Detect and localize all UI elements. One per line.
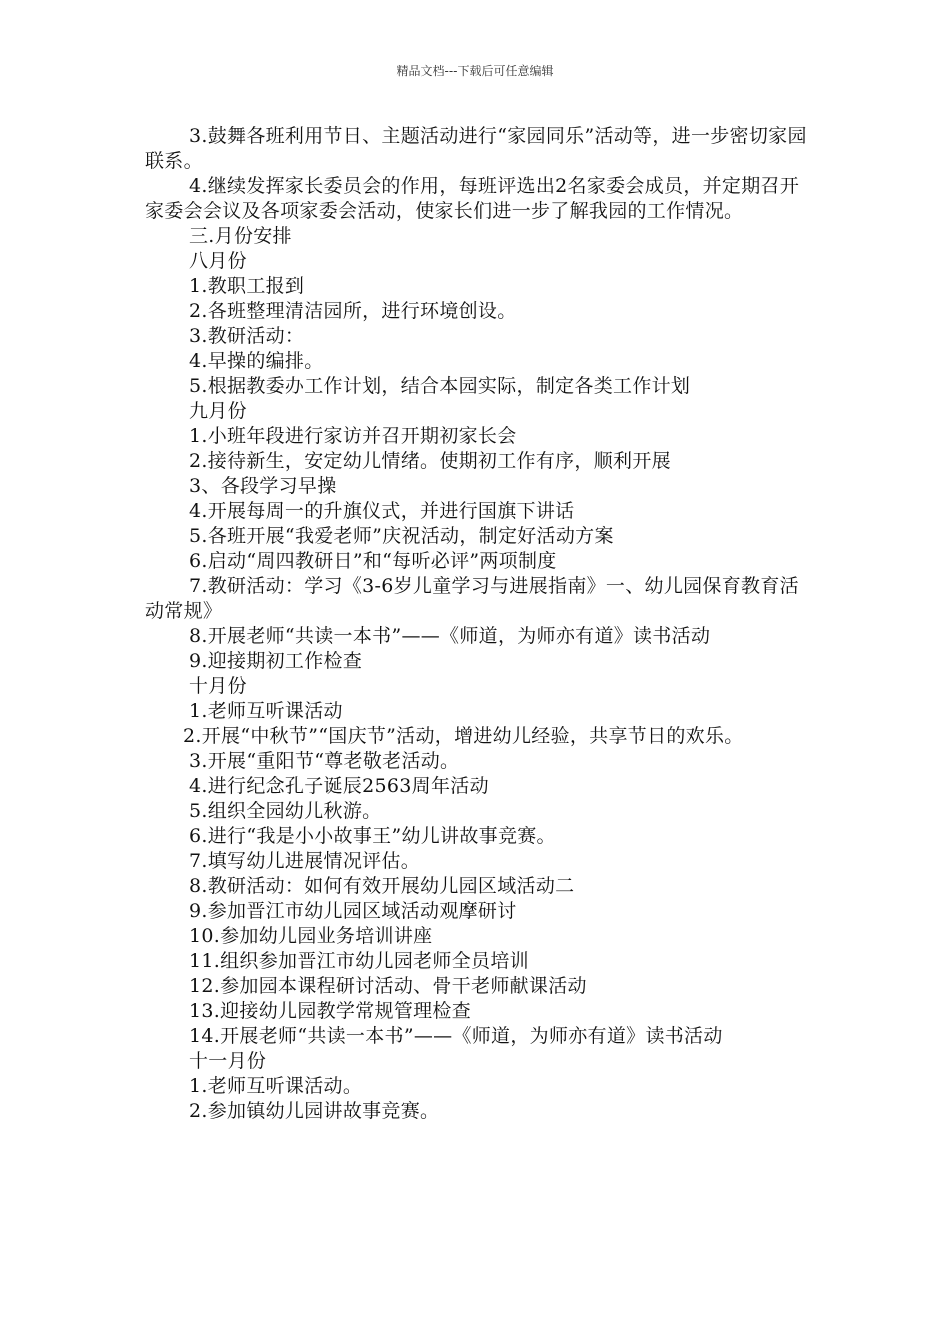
- paragraph: 九月份: [189, 400, 247, 422]
- paragraph: 5.各班开展“我爱老师”庆祝活动，制定好活动方案: [189, 525, 614, 547]
- paragraph: 1.教职工报到: [189, 275, 305, 297]
- paragraph: 三.月份安排: [189, 225, 292, 247]
- paragraph: 7.教研活动：学习《3-6岁儿童学习与进展指南》一、幼儿园保育教育活动常规》: [145, 575, 799, 622]
- paragraph: 3、各段学习早操: [189, 475, 337, 497]
- paragraph: 3.教研活动：: [189, 325, 305, 347]
- paragraph: 十一月份: [189, 1050, 267, 1072]
- document-body: [145, 124, 810, 1124]
- paragraph: 1.老师互听课活动: [189, 700, 343, 722]
- paragraph: 3.开展“重阳节“尊老敬老活动。: [189, 750, 460, 772]
- paragraph: 2.参加镇幼儿园讲故事竞赛。: [189, 1100, 440, 1122]
- paragraph: 9.参加晋江市幼儿园区域活动观摩研讨: [189, 900, 517, 922]
- paragraph: 1.老师互听课活动。: [189, 1075, 363, 1097]
- paragraph: 1.小班年段进行家访并召开期初家长会: [189, 425, 517, 447]
- paragraph: 9.迎接期初工作检查: [189, 650, 363, 672]
- paragraph: 7.填写幼儿进展情况评估。: [189, 850, 421, 872]
- paragraph: 14.开展老师“共读一本书”——《师道，为师亦有道》读书活动: [189, 1025, 723, 1047]
- paragraph: 5.根据教委办工作计划，结合本园实际，制定各类工作计划: [189, 375, 691, 397]
- paragraph: 2.接待新生，安定幼儿情绪。使期初工作有序，顺利开展: [189, 450, 671, 472]
- paragraph: 4.开展每周一的升旗仪式，并进行国旗下讲话: [189, 500, 575, 522]
- paragraph: 4.早操的编排。: [189, 350, 324, 372]
- paragraph: 十月份: [189, 675, 247, 697]
- paragraph: 2.开展“中秋节”“国庆节”活动，增进幼儿经验，共享节日的欢乐。: [183, 725, 744, 747]
- page-header: 精品文档---下载后可任意编辑: [396, 64, 554, 78]
- paragraph: 13.迎接幼儿园教学常规管理检查: [189, 1000, 472, 1022]
- paragraph: 4.进行纪念孔子诞辰2563周年活动: [189, 775, 489, 797]
- paragraph: 10.参加幼儿园业务培训讲座: [189, 925, 433, 947]
- paragraph: 6.进行“我是小小故事王”幼儿讲故事竞赛。: [189, 825, 556, 847]
- paragraph: 6.启动“周四教研日”和“每听必评”两项制度: [189, 550, 557, 572]
- paragraph: 8.开展老师“共读一本书”——《师道，为师亦有道》读书活动: [189, 625, 711, 647]
- paragraph: 4.继续发挥家长委员会的作用，每班评选出2名家委会成员，并定期召开家委会会议及各项家委会活动，使家长们进一步了解我园的工作情况。: [145, 175, 800, 222]
- paragraph: 八月份: [189, 250, 247, 272]
- paragraph: 8.教研活动：如何有效开展幼儿园区域活动二: [189, 875, 575, 897]
- paragraph: 2.各班整理清洁园所，进行环境创设。: [189, 300, 517, 322]
- paragraph: 11.组织参加晋江市幼儿园老师全员培训: [189, 950, 529, 972]
- paragraph: 3.鼓舞各班利用节日、主题活动进行“家园同乐”活动等，进一步密切家园联系。: [145, 125, 807, 172]
- paragraph: 12.参加园本课程研讨活动、骨干老师献课活动: [189, 975, 587, 997]
- paragraph: 5.组织全园幼儿秋游。: [189, 800, 382, 822]
